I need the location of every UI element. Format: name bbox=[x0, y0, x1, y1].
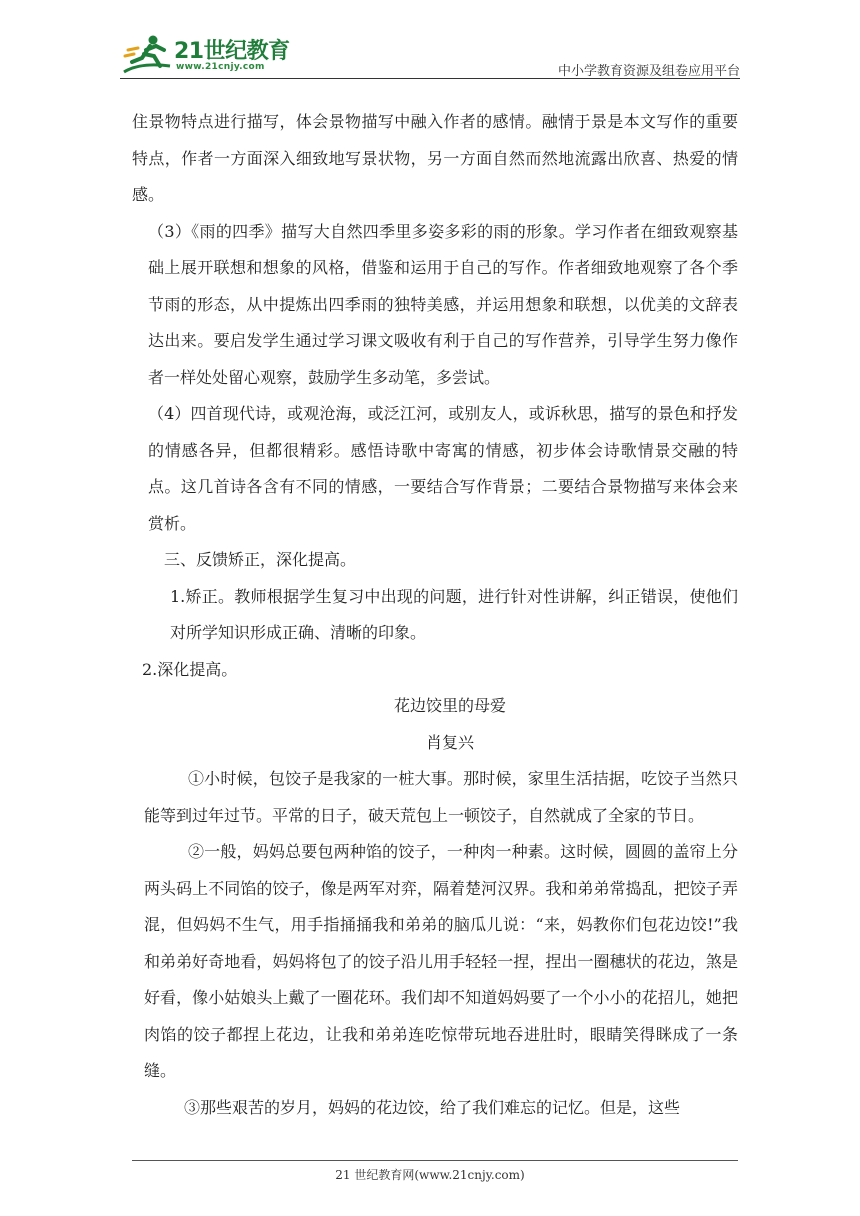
paragraph-4: （4）四首现代诗，或观沧海，或泛江河，或别友人，或诉秋思，描写的景色和抒发的情感各异，但都很精彩。感悟诗歌中寄寓的情感，初步体会诗歌情景交融的特点。这几首诗各含有不同的情感，一要结合写作背景；二要结合景物描写来体会来赏析。 bbox=[148, 404, 738, 533]
platform-name: 中小学教育资源及组卷应用平台 bbox=[557, 64, 740, 79]
section-heading-3: 三、反馈矫正，深化提高。 bbox=[164, 550, 357, 569]
document-body bbox=[132, 104, 738, 1126]
article-paragraph-3: ③那些艰苦的岁月，妈妈的花边饺，给了我们难忘的记忆。但是，这些 bbox=[184, 1097, 681, 1117]
logo-url: www.21cnjy.com bbox=[176, 62, 265, 72]
runner-logo-icon bbox=[120, 32, 180, 78]
article-author: 肖复兴 bbox=[425, 732, 474, 752]
logo-text: 21世纪教育 bbox=[174, 39, 290, 64]
header-divider bbox=[120, 78, 740, 79]
footer-divider bbox=[132, 1160, 738, 1161]
page-footer[interactable]: 21 世纪教育网(www.21cnjy.com) bbox=[335, 1168, 525, 1182]
article-title: 花边饺里的母爱 bbox=[393, 696, 506, 715]
article-paragraph-1: ①小时候，包饺子是我家的一桩大事。那时候，家里生活拮据，吃饺子当然只能等到过年过节。平常的日子，破天荒包上一顿饺子，自然就成了全家的节日。 bbox=[144, 769, 738, 825]
site-logo[interactable] bbox=[120, 32, 295, 78]
step-deepen: 2.深化提高。 bbox=[142, 659, 238, 679]
paragraph-continued: 住景物特点进行描写，体会景物描写中融入作者的感情。融情于景是本文写作的重要特点，作者一方面深入细致地写景状物，另一方面自然而然地流露出欣喜、热爱的情感。 bbox=[132, 112, 738, 204]
paragraph-3: （3）《雨的四季》描写大自然四季里多姿多彩的雨的形象。学习作者在细致观察基础上展开联想和想象的风格，借鉴和运用于自己的写作。作者细致地观察了各个季节雨的形态，从中提炼出四季雨的独特美感，并运用想象和联想，以优美的文辞表达出来。要启发学生通过学习课文吸收有利于自己的写作营养，引导学生努力像作者一样处处留心观察，鼓励学生多动笔，多尝试。 bbox=[148, 221, 738, 387]
page-header bbox=[120, 28, 740, 80]
step-correction bbox=[132, 579, 738, 652]
article-paragraph-2: ②一般，妈妈总要包两种馅的饺子，一种肉一种素。这时候，圆圆的盖帘上分两头码上不同馅的饺子，像是两军对弈，隔着楚河汉界。我和弟弟常捣乱，把饺子弄混，但妈妈不生气，用手指捅捅我和弟弟的脑瓜儿说：“来，妈教你们包花边饺!”我和弟弟好奇地看，妈妈将包了的饺子沿儿用手轻轻一捏，捏出一圈穗状的花边，煞是好看，像小姑娘头上戴了一圈花环。我们却不知道妈妈要了一个小小的花招儿，她把肉馅的饺子都捏上花边，让我和弟弟连吃惊带玩地吞进肚时，眼睛笑得眯成了一条缝。 bbox=[144, 842, 738, 1080]
step-correction-text: 1.矫正。教师根据学生复习中出现的问题，进行针对性讲解，纠正错误，使他们对所学知识形成正确、清晰的印象。 bbox=[170, 586, 738, 642]
